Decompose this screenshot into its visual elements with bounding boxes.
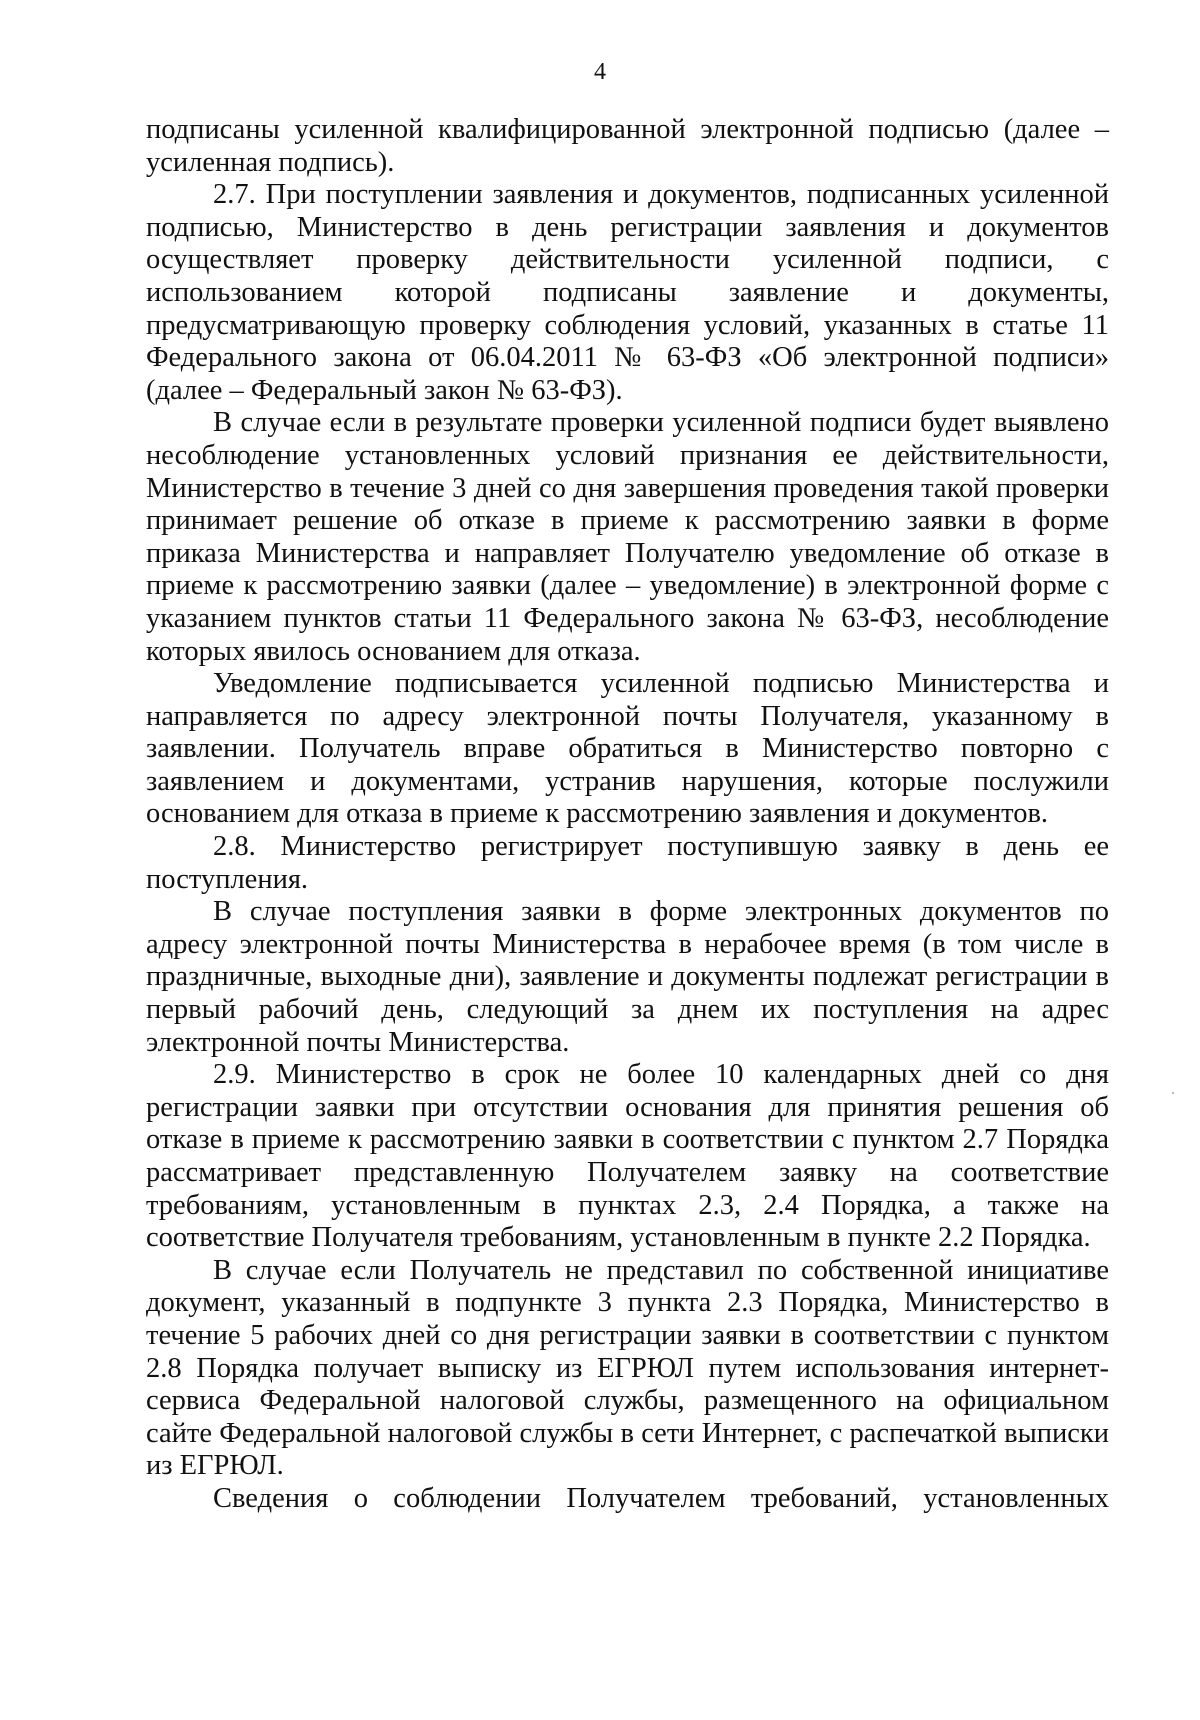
scan-speck <box>1172 1092 1174 1094</box>
document-body <box>146 114 1109 1516</box>
paragraph-notification: Уведомление подписывается усиленной подписью Министерства и направляется по адресу электронной почты Получателя, указанному в заявлении. Получатель вправе обратиться в Министерство повторно с заявлением и документами, устранив нарушения, которые послужили основанием для отказа в приеме к рассмотрению заявления и документов. <box>146 668 1109 830</box>
paragraph-signature-check-failure: В случае если в результате проверки усиленной подписи будет выявлено несоблюдение установленных условий признания ее действительности, Министерство в течение 3 дней со дня завершения проведения такой проверки принимает решение об отказе в приеме к рассмотрению заявки в форме приказа Министерства и направляет Получателю уведомление об отказе в приеме к рассмотрению заявки (далее – уведомление) в электронной форме с указанием пунктов статьи 11 Федерального закона № 63-ФЗ, несоблюдение которых явилось основанием для отказа. <box>146 407 1109 667</box>
paragraph-2-9: 2.9. Министерство в срок не более 10 календарных дней со дня регистрации заявки при отсутствии основания для принятия решения об отказе в приеме к рассмотрению заявки в соответствии с пунктом 2.7 Порядка рассматривает представленную Получателем заявку на соответствие требованиям, установленным в пунктах 2.3, 2.4 Порядка, а также на соответствие Получателя требованиям, установленным в пункте 2.2 Порядка. <box>146 1059 1109 1254</box>
paragraph-requirements-info: Сведения о соблюдении Получателем требований, установленных <box>213 1482 1109 1514</box>
page-number: 4 <box>594 59 606 85</box>
paragraph-2-7: 2.7. При поступлении заявления и документов, подписанных усиленной подписью, Министерство в день регистрации заявления и документов осуществляет проверку действительности усиленной подписи, с использованием которой подписаны заявление и документы, предусматривающую проверку соблюдения условий, указанных в статье 11 Федерального закона от 06.04.2011 № 63-ФЗ «Об электронной подписи» (далее – Федеральный закон № 63-ФЗ). <box>146 179 1109 406</box>
paragraph-nonworking-time: В случае поступления заявки в форме электронных документов по адресу электронной почты Министерства в нерабочее время (в том числе в праздничные, выходные дни), заявление и документы подлежат регистрации в первый рабочий день, следующий за днем их поступления на адрес электронной почты Министерства. <box>146 896 1109 1058</box>
paragraph-2-8: 2.8. Министерство регистрирует поступившую заявку в день ее поступления. <box>146 831 1109 895</box>
paragraph-continuation: подписаны усиленной квалифицированной электронной подписью (далее – усиленная подпись). <box>146 114 1109 178</box>
paragraph-egrul-extract: В случае если Получатель не представил по собственной инициативе документ, указанный в подпункте 3 пункта 2.3 Порядка, Министерство в течение 5 рабочих дней со дня регистрации заявки в соответствии с пунктом 2.8 Порядка получает выписку из ЕГРЮЛ путем использования интернет-сервиса Федеральной налоговой службы, размещенного на официальном сайте Федеральной налоговой службы в сети Интернет, с распечаткой выписки из ЕГРЮЛ. <box>146 1254 1109 1482</box>
